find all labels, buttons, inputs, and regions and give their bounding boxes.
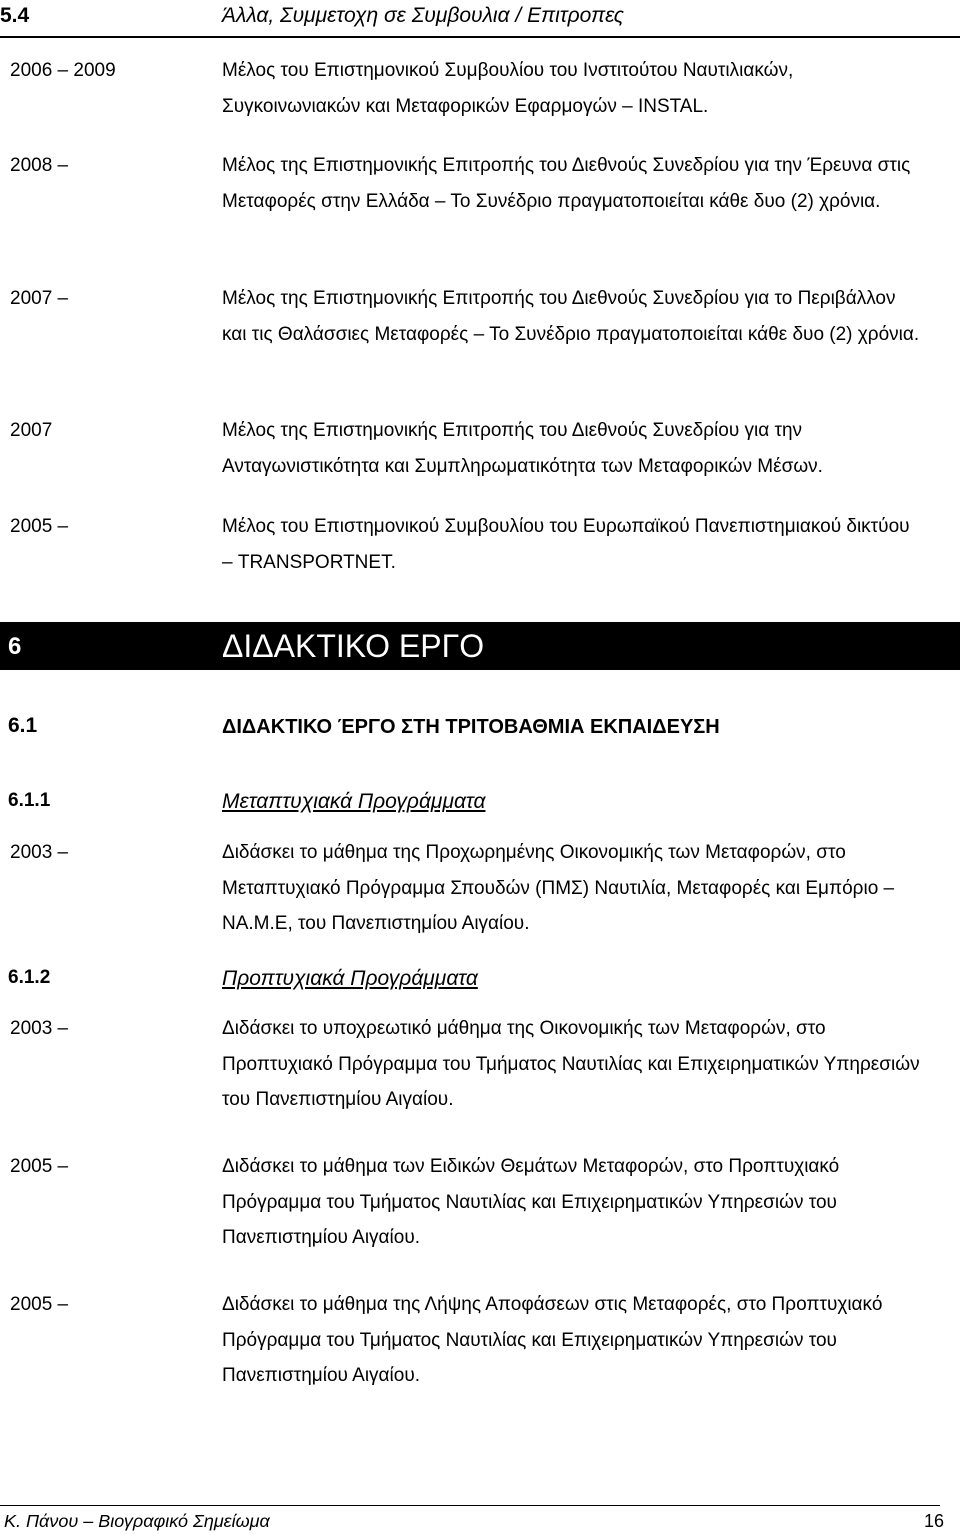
page-number: 16 xyxy=(923,1511,944,1531)
section-number: 6.1.1 xyxy=(8,790,51,811)
entry-year: 2005 – xyxy=(10,1156,69,1177)
section-title: Προπτυχιακά Προγράμματα xyxy=(222,967,478,990)
entry-year: 2005 – xyxy=(10,1294,69,1315)
entry-text: Διδάσκει το μάθημα της Προχωρημένης Οικονομικής των Μεταφορών, στο Μεταπτυχιακό Πρόγραμμα Σπουδών (ΠΜΣ) Ναυτιλία, Μεταφορές και Εμπόριο – ΝΑ.Μ.Ε, του Πανεπιστημίου Αιγαίου. xyxy=(222,842,895,934)
footer-author: Κ. Πάνου – Βιογραφικό Σημείωμα xyxy=(4,1511,270,1531)
entry-text: Μέλος της Επιστημονικής Επιτροπής του Διεθνούς Συνεδρίου για την Ανταγωνιστικότητα και Συμπληρωματικότητα των Μεταφορικών Μέσων. xyxy=(222,420,823,477)
entry-text: Μέλος της Επιστημονικής Επιτροπής του Διεθνούς Συνεδρίου για το Περιβάλλον και τις Θαλάσσιες Μεταφορές – Το Συνέδριο πραγματοποιείται κάθε δυο (2) χρόνια. xyxy=(222,288,920,345)
footer-divider xyxy=(0,1505,940,1506)
entry-year: 2008 – xyxy=(10,155,69,176)
entry-text: Μέλος του Επιστημονικού Συμβουλίου του Ευρωπαϊκού Πανεπιστημιακού δικτύου – TRANSPORTNET. xyxy=(222,516,910,573)
entry-year: 2003 – xyxy=(10,1018,69,1039)
entry-year: 2007 xyxy=(10,420,53,441)
entry-text: Διδάσκει το μάθημα των Ειδικών Θεμάτων Μεταφορών, στο Προπτυχιακό Πρόγραμμα του Τμήματος Ναυτιλίας και Επιχειρηματικών Υπηρεσιών του Πανεπιστημίου Αιγαίου. xyxy=(222,1156,840,1248)
section-title: Άλλα, Συμμετοχη σε Συμβουλια / Επιτροπες xyxy=(222,4,625,27)
section-title: ΔΙΔΑΚΤΙΚΟ ΈΡΓΟ ΣΤΗ ΤΡΙΤΟΒΑΘΜΙΑ ΕΚΠΑΙΔΕΥΣΗ xyxy=(222,716,720,738)
entry-text: Μέλος του Επιστημονικού Συμβουλίου του Ινστιτούτου Ναυτιλιακών, Συγκοινωνιακών και Μεταφορικών Εφαρμογών – INSTAL. xyxy=(222,60,794,117)
entry-year: 2005 – xyxy=(10,516,69,537)
entry-year: 2007 – xyxy=(10,288,69,309)
section-number: 5.4 xyxy=(0,4,30,27)
entry-year: 2006 – 2009 xyxy=(10,60,116,81)
section-title: ΔΙΔΑΚΤΙΚΟ ΕΡΓΟ xyxy=(222,628,485,664)
entry-text: Διδάσκει το μάθημα της Λήψης Αποφάσεων στις Μεταφορές, στο Προπτυχιακό Πρόγραμμα του Τμήματος Ναυτιλίας και Επιχειρηματικών Υπηρεσιών του Πανεπιστημίου Αιγαίου. xyxy=(222,1294,883,1386)
section-5-4-heading xyxy=(0,0,960,38)
section-title: Μεταπτυχιακά Προγράμματα xyxy=(222,790,486,813)
section-6-heading xyxy=(0,622,960,670)
entry-text: Μέλος της Επιστημονικής Επιτροπής του Διεθνούς Συνεδρίου για την Έρευνα στις Μεταφορές στην Ελλάδα – Το Συνέδριο πραγματοποιείται κάθε δυο (2) χρόνια. xyxy=(222,155,911,212)
section-number: 6.1.2 xyxy=(8,967,51,988)
entry-year: 2003 – xyxy=(10,842,69,863)
section-number: 6.1 xyxy=(8,714,38,737)
section-number: 6 xyxy=(8,633,22,660)
entry-text: Διδάσκει το υποχρεωτικό μάθημα της Οικονομικής των Μεταφορών, στο Προπτυχιακό Πρόγραμμα του Τμήματος Ναυτιλίας και Επιχειρηματικών Υπηρεσιών του Πανεπιστημίου Αιγαίου. xyxy=(222,1018,920,1110)
